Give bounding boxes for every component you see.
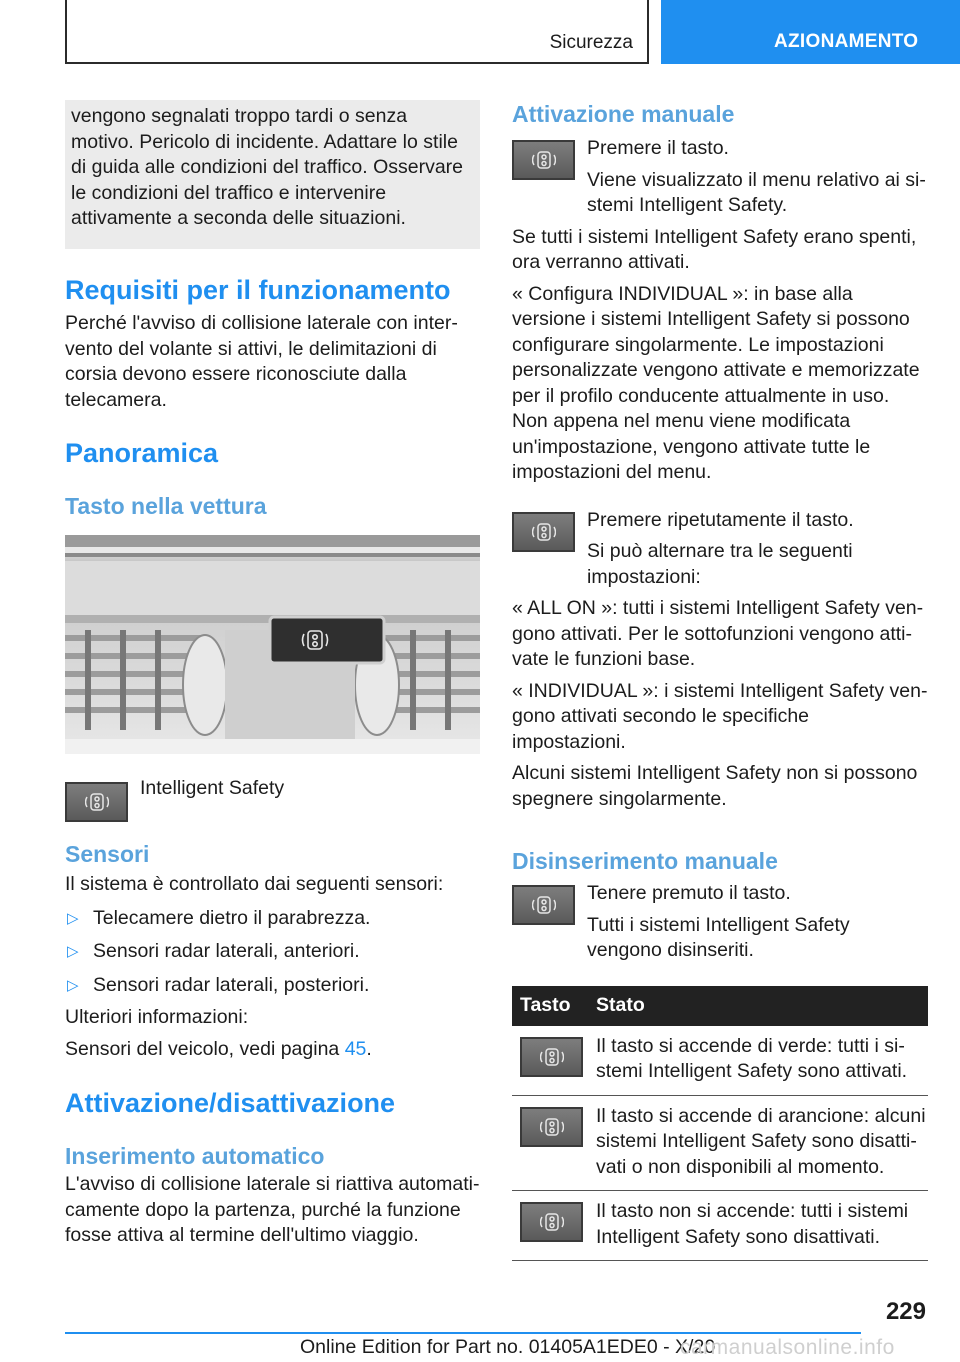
table-row bbox=[512, 1026, 928, 1096]
left-column bbox=[65, 100, 480, 1249]
right-column bbox=[512, 100, 928, 1261]
header-section-tab bbox=[65, 0, 649, 64]
sensori-reference: Sensori del veicolo, vedi pagina 45. bbox=[65, 1037, 372, 1060]
tasto-heading: Tasto nella vettura bbox=[65, 493, 267, 519]
triangle-right-icon: ▷ bbox=[67, 909, 79, 927]
table-row bbox=[512, 1191, 928, 1261]
step-row bbox=[512, 881, 928, 964]
header-chapter-label: AZIONAMENTO bbox=[774, 31, 919, 52]
ulteriori-label: Ulteriori informazioni: bbox=[65, 1006, 249, 1028]
table-cell-status: Il tasto non si accende: tutti i sistemi Intelligent Safety sono disattivati. bbox=[588, 1191, 928, 1261]
step-result: Viene visualizzato il menu relativo ai sistemi Intelligent Safety. bbox=[587, 168, 926, 216]
inserimento-heading: Inserimento automatico bbox=[65, 1143, 325, 1169]
page-link[interactable]: 45 bbox=[344, 1037, 367, 1060]
intelligent-safety-icon bbox=[512, 140, 575, 180]
watermark: carmanualsonline.info bbox=[680, 1336, 895, 1359]
step-row bbox=[512, 508, 928, 591]
intelligent-safety-icon bbox=[520, 1202, 583, 1242]
requisiti-text: Perché l'avviso di collisione laterale con intervento del volante si attivi, le delimitazioni di corsia devono essere riconosciute dalla telecamera. bbox=[65, 312, 458, 411]
step-result: Tutti i sistemi Intelligent Safety vengono disinseriti. bbox=[587, 913, 850, 961]
sensori-heading: Sensori bbox=[65, 841, 150, 867]
table-cell-status: Il tasto si accende di arancione: alcuni sistemi Intelligent Safety sono disattivati o non disponibili al momento. bbox=[588, 1095, 928, 1191]
intelligent-safety-icon bbox=[65, 782, 128, 822]
alcuni-paragraph: Alcuni sistemi Intelligent Safety non si possono spegnere singolarmente. bbox=[512, 762, 918, 810]
inserimento-text: L'avviso di collisione laterale si riattiva automaticamente dopo la partenza, purché la funzione fosse attiva al termine dell'ultimo viaggio. bbox=[65, 1173, 480, 1246]
warning-text: vengono segnalati troppo tardi o senza motivo. Pericolo di incidente. Adattare lo stile di guida alle condizioni del traffico. Osservare le condizioni del traffico e intervenire attivamente a seconda delle situazioni. bbox=[71, 105, 464, 229]
dashboard-illustration bbox=[65, 535, 480, 754]
panoramica-heading: Panoramica bbox=[65, 438, 219, 468]
manuale-paragraph: Se tutti i sistemi Intelligent Safety erano spenti, ora verranno attivati. bbox=[512, 225, 917, 273]
step-row bbox=[512, 136, 928, 219]
intelligent-safety-icon bbox=[520, 1107, 583, 1147]
step-text: Tenere premuto il tasto. bbox=[587, 882, 791, 904]
configura-paragraph: « Configura INDIVIDUAL »: in base alla versione i sistemi Intelligent Safety si possono configurare singolarmente. Le impostazioni personalizzate vengono attivate e memorizzate per il profilo conducente attualmente in uso. Non appena nel menu viene modificata un'impostazione, vengono attivate tutte le impostazioni del menu. bbox=[512, 282, 920, 483]
step-text: Premere il tasto. bbox=[587, 137, 729, 159]
disinserimento-heading: Disinserimento manuale bbox=[512, 848, 778, 874]
intelligent-safety-icon bbox=[512, 512, 575, 552]
safety-button-caption: Intelligent Safety bbox=[140, 777, 285, 799]
sensori-intro: Il sistema è controllato dai seguenti sensori: bbox=[65, 873, 444, 895]
footer-edition: Online Edition for Part no. 01405A1EDE0 - X/20 bbox=[300, 1336, 716, 1358]
warning-box bbox=[65, 100, 480, 249]
all-on-paragraph: « ALL ON »: tutti i sistemi Intelligent Safety vengono attivati. Per le sottofunzioni vengono attivate le funzioni base. bbox=[512, 597, 924, 670]
attivazione-heading: Attivazione/disattivazione bbox=[65, 1088, 396, 1118]
vehicle-button-photo bbox=[65, 535, 480, 754]
page-number: 229 bbox=[885, 1298, 926, 1325]
intelligent-safety-icon bbox=[520, 1037, 583, 1077]
list-item: ▷ Sensori radar laterali, posteriori. bbox=[65, 973, 480, 999]
table-header-tasto: Tasto bbox=[512, 986, 588, 1026]
header-chapter-tab bbox=[661, 0, 960, 64]
triangle-right-icon: ▷ bbox=[67, 943, 79, 960]
safety-button-legend bbox=[65, 776, 480, 832]
table-row bbox=[512, 1095, 928, 1191]
status-table bbox=[512, 986, 928, 1262]
footer-divider bbox=[65, 1332, 861, 1334]
individual-paragraph: « INDIVIDUAL »: i sistemi Intelligent Safety vengono attivati secondo le specifiche impostazioni. bbox=[512, 679, 928, 753]
step-result: Si può alternare tra le seguenti impostazioni: bbox=[587, 540, 853, 588]
step-text: Premere ripetutamente il tasto. bbox=[587, 508, 854, 531]
triangle-right-icon: ▷ bbox=[67, 976, 79, 994]
intelligent-safety-icon bbox=[512, 885, 575, 925]
list-item: ▷ Telecamere dietro il parabrezza. bbox=[65, 906, 480, 932]
table-cell-status: Il tasto si accende di verde: tutti i sistemi Intelligent Safety sono attivati. bbox=[588, 1026, 928, 1096]
manuale-heading: Attivazione manuale bbox=[512, 101, 735, 127]
list-item: ▷ Sensori radar laterali, anteriori. bbox=[65, 939, 480, 965]
table-header-stato: Stato bbox=[588, 986, 928, 1026]
requisiti-heading: Requisiti per il funzionamento bbox=[65, 275, 451, 305]
header-section-label: Sicurezza bbox=[549, 32, 633, 53]
